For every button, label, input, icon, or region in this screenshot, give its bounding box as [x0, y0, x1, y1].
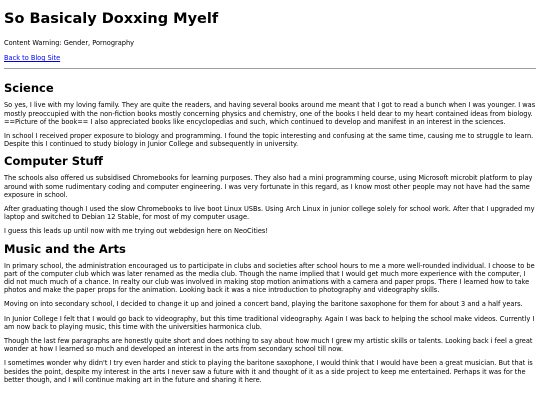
paragraph: Moving on into secondary school, I decided to change it up and joined a concert band, playing the baritone saxophone for them for about 3 and a half years.	[4, 300, 523, 309]
page-title: So Basicaly Doxxing Myelf	[4, 11, 219, 27]
content-warning: Content Warning: Gender, Pornography	[4, 39, 135, 47]
paragraph: The schools also offered us subsidised Chromebooks for learning purposes. They also had a mini programming course, using Microsoft microbit platform to play around with some rudimentary coding and computer engineering. I was very fortunate in this regard, as I know most other people may not have had the same exposure in school.	[4, 174, 533, 199]
paragraph: After graduating though I used the slow Chromebooks to live boot Linux USBs. Using Arch Linux in junior college solely for school work. After that I upgraded my laptop and switched to Debian 12 Stable, for most of my computer usage.	[4, 205, 535, 222]
paragraph: I guess this leads up until now with me trying out webdesign here on NeoCities!	[4, 227, 268, 236]
paragraph: Though the last few paragraphs are honestly quite short and does nothing to say about how much I grew my artistic skills or talents. Looking back i feel a great wonder at how I learned so much and developed an interest in the arts from secondary school till now.	[4, 337, 533, 354]
section-heading: Science	[4, 81, 54, 96]
paragraph: In primary school, the administration encouraged us to participate in clubs and societies after school hours to me a more well-rounded individual. I choose to be part of the computer club which was later renamed as the media club. Though the name implied that I would get much more experience with the computer, I did not much much of a chance. In realty our club was involved in making stop motion animations with a camera and paper props. There I learned how to take photos and make the paper props for the animation. Looking back it was a nice introduction to photography and videography skills.	[4, 261, 535, 295]
paragraph: In school I received proper exposure to biology and programming. I found the topic interesting and confusing at the same time, causing me to struggle to learn. Despite this I continued to study biology in Junior College and subsequently in university.	[4, 132, 534, 149]
section-science	[4, 81, 536, 148]
back-to-blog-link[interactable]: Back to Blog Site	[4, 54, 61, 63]
paragraph: I sometimes wonder why didn't I try even harder and stick to playing the baritone saxophone, I would think that I would have been a great musician. But that is besides the point, despite my interest in the arts I never saw a future with it and thought of it as a side project to keep me entertained. Perhaps it was for the better though, and I will continue making art in the future and sharing it here.	[4, 359, 533, 384]
section-music-and-arts	[4, 242, 536, 384]
paragraph: So yes, I live with my loving family. They are quite the readers, and having several books around me meant that I got to read a bunch when I was younger. I was mostly preoccupied with the non-fiction books mostly concerning physics and chemistry, one of the books I held dear to my heart contained ideas from biology. ==Picture of the book== I also appreciated books like encyclopedias and such, which continued to develop and manifest in an interest in the sciences.	[4, 101, 536, 126]
section-computer-stuff	[4, 154, 536, 235]
paragraph: In Junior College I felt that I would go back to videography, but this time traditional videography. Again I was back to helping the school make videos. Currently I am now back to playing music, this time with the universities harmonica club.	[4, 314, 535, 331]
section-heading: Computer Stuff	[4, 154, 103, 169]
section-heading: Music and the Arts	[4, 241, 126, 256]
back-link-wrapper	[4, 54, 536, 62]
divider	[4, 68, 536, 69]
